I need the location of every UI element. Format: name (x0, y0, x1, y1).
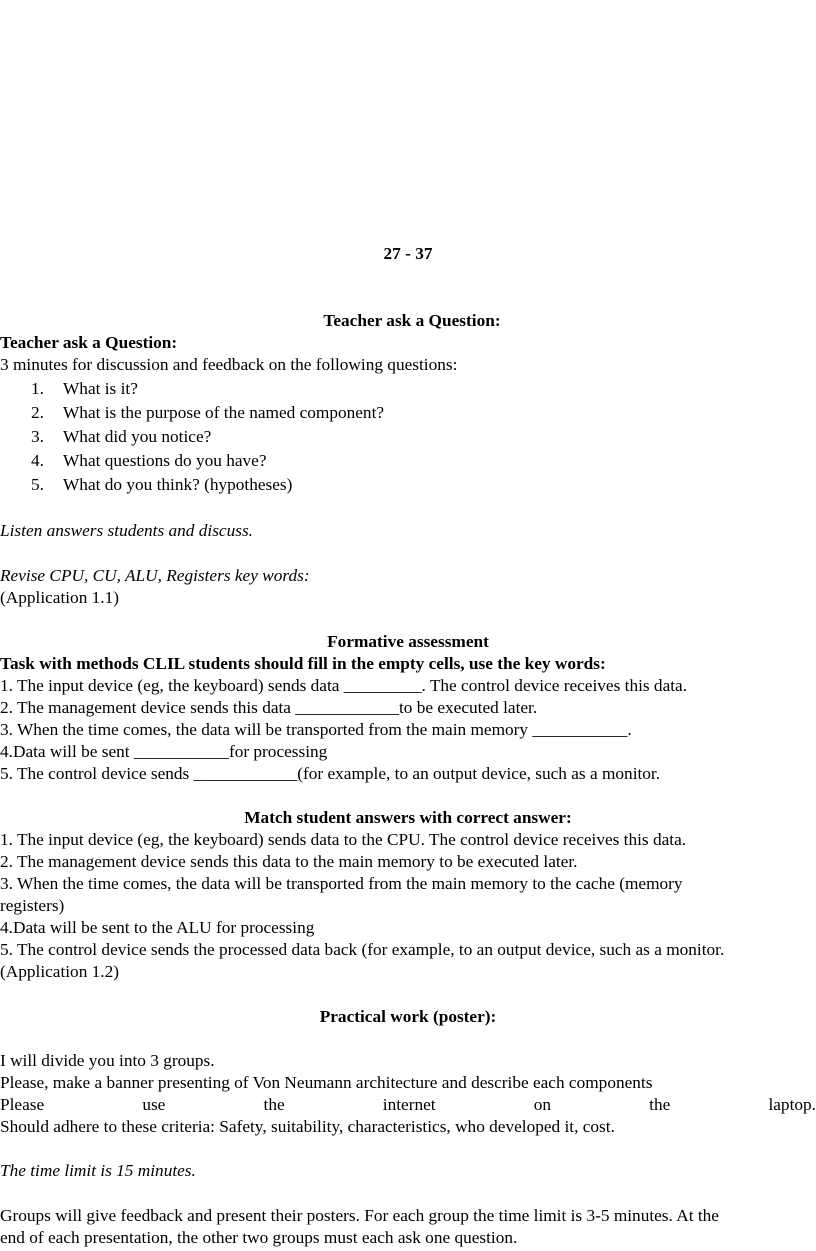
teacher-question-title: Teacher ask a Question: (0, 333, 178, 352)
justified-word: the (649, 1095, 671, 1114)
practical-feedback-line: Groups will give feedback and present their posters. For each group the time limit is 3-5 minutes. At the (0, 1206, 719, 1225)
formative-line: 2. The management device sends this data ____________to be executed later. (0, 698, 538, 717)
page-range: 27 - 37 (383, 244, 433, 263)
list-item-text: What is it? (63, 379, 138, 398)
formative-task: Task with methods CLIL students should fill in the empty cells, use the key words: (0, 654, 606, 673)
match-title: Match student answers with correct answer: (244, 808, 572, 827)
justified-word: laptop. (768, 1095, 816, 1114)
practical-time-limit: The time limit is 15 minutes. (0, 1161, 196, 1180)
match-line: 2. The management device sends this data to the main memory to be executed later. (0, 852, 578, 871)
justified-word: internet (382, 1095, 436, 1114)
justified-word: the (263, 1095, 285, 1114)
practical-banner: Please, make a banner presenting of Von Neumann architecture and describe each components (0, 1073, 653, 1092)
practical-criteria: Should adhere to these criteria: Safety, suitability, characteristics, who developed it, cost. (0, 1117, 615, 1136)
formative-title: Formative assessment (327, 632, 489, 651)
listen-instruction: Listen answers students and discuss. (0, 521, 253, 540)
teacher-question-intro: 3 minutes for discussion and feedback on the following questions: (0, 355, 458, 374)
practical-divide: I will divide you into 3 groups. (0, 1051, 215, 1070)
formative-line: 3. When the time comes, the data will be transported from the main memory ___________. (0, 720, 632, 739)
match-application-ref: (Application 1.2) (0, 962, 120, 981)
list-item-text: What do you think? (hypotheses) (63, 475, 293, 494)
list-item-number: 1. (31, 379, 44, 398)
formative-line: 4.Data will be sent ___________for processing (0, 742, 328, 761)
list-item-number: 3. (31, 427, 44, 446)
list-item-text: What questions do you have? (63, 451, 267, 470)
list-item-text: What is the purpose of the named component? (63, 403, 385, 422)
match-line: 3. When the time comes, the data will be transported from the main memory to the cache (memory (0, 874, 683, 893)
practical-feedback-line: end of each presentation, the other two groups must each ask one question. (0, 1228, 518, 1247)
section-heading-text: Teacher ask a Question: (323, 311, 501, 330)
revise-instruction: Revise CPU, CU, ALU, Registers key words: (0, 566, 310, 585)
match-line: registers) (0, 896, 65, 915)
practical-internet-line (0, 1094, 816, 1116)
section-heading (0, 310, 816, 333)
practical-title: Practical work (poster): (319, 1007, 497, 1026)
justified-word: on (533, 1095, 552, 1114)
formative-line: 5. The control device sends ____________(for example, to an output device, such as a monitor. (0, 764, 661, 783)
match-line: 1. The input device (eg, the keyboard) sends data to the CPU. The control device receives this data. (0, 830, 687, 849)
list-item-number: 5. (31, 475, 44, 494)
list-item-text: What did you notice? (63, 427, 212, 446)
list-item-number: 2. (31, 403, 44, 422)
justified-word: Please (0, 1095, 45, 1114)
justified-word: use (142, 1095, 166, 1114)
match-line: 4.Data will be sent to the ALU for processing (0, 918, 315, 937)
list-item-number: 4. (31, 451, 44, 470)
match-line: 5. The control device sends the processed data back (for example, to an output device, such as a monitor. (0, 940, 725, 959)
formative-line: 1. The input device (eg, the keyboard) sends data _________. The control device receives this data. (0, 676, 688, 695)
application-ref: (Application 1.1) (0, 588, 120, 607)
